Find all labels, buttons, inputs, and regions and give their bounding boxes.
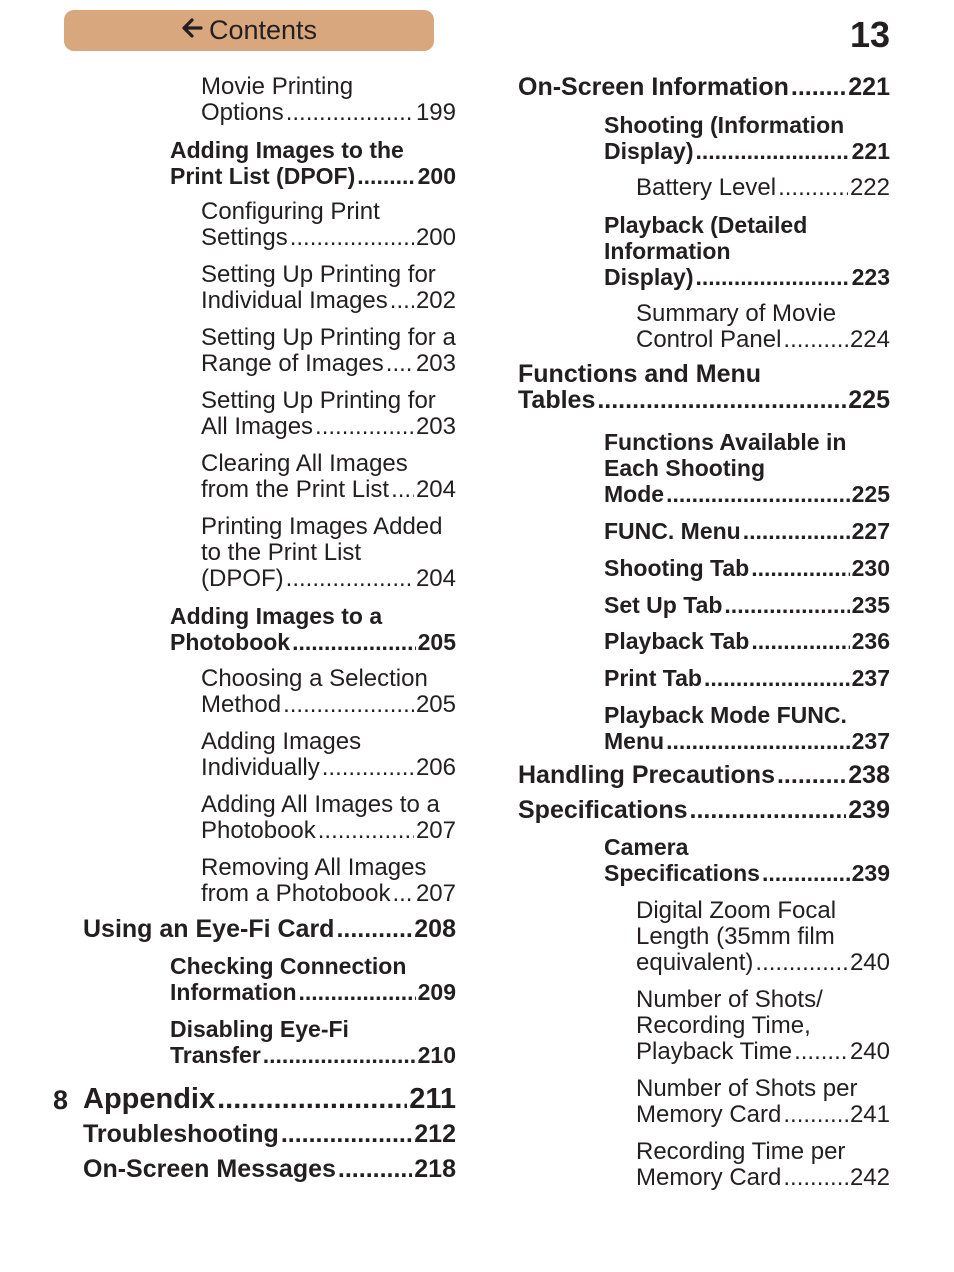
- toc-entry-page: 221: [851, 138, 890, 164]
- toc-entry[interactable]: [201, 666, 456, 718]
- toc-entry-page: 223: [851, 264, 890, 290]
- dot-leader: [315, 414, 414, 440]
- toc-entry[interactable]: [201, 199, 456, 251]
- toc-entry[interactable]: [604, 555, 890, 581]
- toc-entry-page: 204: [415, 565, 456, 592]
- dot-leader: [286, 566, 414, 592]
- toc-entry-title-line: Adding Images: [201, 728, 362, 755]
- dot-leader: [724, 592, 849, 618]
- toc-entry-title: Photobook: [170, 629, 291, 655]
- toc-entry-page: 199: [415, 99, 456, 126]
- toc-entry-title: Menu: [604, 728, 665, 754]
- toc-entry[interactable]: [636, 301, 890, 353]
- toc-entry-title: On-Screen Information: [518, 73, 789, 101]
- toc-entry[interactable]: [201, 855, 456, 907]
- toc-entry[interactable]: [170, 603, 456, 655]
- dot-leader: [666, 481, 850, 507]
- dot-leader: [695, 138, 849, 164]
- toc-entry-title: from a Photobook: [201, 880, 391, 907]
- toc-entry-title: Photobook: [201, 817, 316, 844]
- toc-entry-title-line: Information: [604, 238, 731, 264]
- dot-leader: [778, 175, 848, 201]
- toc-entry-page: 225: [848, 386, 890, 414]
- arrow-left-icon: [181, 15, 203, 46]
- toc-entry[interactable]: [604, 702, 890, 754]
- toc-entry[interactable]: [201, 74, 456, 126]
- toc-entry-title-line: Number of Shots/: [636, 986, 823, 1013]
- toc-entry-page: 212: [414, 1120, 456, 1148]
- dot-leader: [783, 327, 848, 353]
- toc-entry-title-line: Shooting (Information: [604, 112, 845, 138]
- toc-entry[interactable]: [518, 361, 890, 413]
- toc-entry-title-line: Camera: [604, 834, 689, 860]
- toc-entry-title: Information: [170, 979, 297, 1005]
- toc-entry-title: Mode: [604, 481, 665, 507]
- toc-entry-title-line: Adding Images to the: [170, 137, 404, 163]
- toc-entry-page: 239: [851, 860, 890, 886]
- toc-entry-title: from the Print List: [201, 476, 390, 503]
- dot-leader: [391, 477, 414, 503]
- dot-leader: [390, 288, 414, 314]
- toc-entry[interactable]: [201, 325, 456, 377]
- dot-leader: [783, 1102, 848, 1128]
- toc-entry-title: Transfer: [170, 1042, 261, 1068]
- toc-entry-title-line: Playback Mode FUNC.: [604, 702, 847, 728]
- toc-entry-page: 221: [848, 73, 890, 101]
- toc-entry[interactable]: [636, 898, 890, 976]
- toc-entry-page: 205: [415, 691, 456, 718]
- toc-entry[interactable]: [518, 797, 890, 823]
- toc-entry-title-line: Recording Time,: [636, 1012, 811, 1039]
- dot-leader: [755, 950, 848, 976]
- toc-entry[interactable]: [83, 916, 456, 942]
- dot-leader: [743, 518, 850, 544]
- toc-entry-title-line: Adding Images to a: [170, 603, 383, 629]
- toc-entry-page: 235: [851, 592, 890, 618]
- toc-entry[interactable]: [170, 1016, 456, 1068]
- toc-entry-page: 207: [415, 880, 456, 907]
- toc-entry[interactable]: [518, 74, 890, 100]
- toc-entry[interactable]: [201, 729, 456, 781]
- toc-entry-page: 227: [851, 518, 890, 544]
- toc-entry-page: 222: [849, 174, 890, 201]
- toc-entry-page: 211: [409, 1083, 456, 1115]
- toc-entry[interactable]: [83, 1084, 456, 1114]
- toc-entry[interactable]: [604, 429, 890, 507]
- toc-entry-title-line: to the Print List: [201, 539, 362, 566]
- dot-leader: [392, 881, 414, 907]
- toc-entry-page: 203: [415, 413, 456, 440]
- dot-leader: [751, 555, 849, 581]
- toc-entry-title-line: Printing Images Added: [201, 513, 443, 540]
- toc-entry-page: 237: [851, 728, 890, 754]
- toc-entry-title: On-Screen Messages: [83, 1155, 336, 1183]
- toc-entry-title: Specifications: [518, 796, 688, 824]
- toc-entry-title: Memory Card: [636, 1164, 782, 1191]
- toc-entry-page: 210: [417, 1042, 456, 1068]
- dot-leader: [666, 728, 850, 754]
- dot-leader: [322, 755, 414, 781]
- toc-entry-title-line: Number of Shots per: [636, 1075, 858, 1102]
- dot-leader: [386, 351, 414, 377]
- dot-leader: [762, 860, 850, 886]
- toc-entry-title: Appendix: [83, 1083, 216, 1115]
- toc-entry-page: 225: [851, 481, 890, 507]
- toc-entry-title: Control Panel: [636, 326, 782, 353]
- toc-entry-title-line: Playback (Detailed: [604, 212, 808, 238]
- dot-leader: [338, 1156, 412, 1182]
- page-number: 13: [849, 14, 890, 55]
- toc-entry-title-line: Disabling Eye-Fi: [170, 1016, 349, 1042]
- dot-leader: [783, 1165, 848, 1191]
- toc-entry[interactable]: [201, 514, 456, 592]
- toc-entry-title-line: Setting Up Printing for: [201, 261, 436, 288]
- toc-entry-title-line: Functions Available in: [604, 429, 847, 455]
- toc-entry-page: 200: [417, 163, 456, 189]
- dot-leader: [690, 797, 847, 823]
- toc-entry-title-line: Movie Printing: [201, 73, 354, 100]
- toc-entry-title: Playback Tab: [604, 628, 750, 654]
- dot-leader: [791, 74, 846, 100]
- toc-entry-title-line: Removing All Images: [201, 854, 427, 881]
- toc-entry[interactable]: [604, 665, 890, 691]
- toc-entry-page: 242: [849, 1164, 890, 1191]
- dot-leader: [283, 692, 414, 718]
- toc-entry-page: 204: [415, 476, 456, 503]
- toc-entry-page: 206: [415, 754, 456, 781]
- toc-entry-title: equivalent): [636, 949, 754, 976]
- toc-entry[interactable]: [604, 834, 890, 886]
- toc-entry[interactable]: [170, 953, 456, 1005]
- toc-entry-title-line: Functions and Menu: [518, 360, 762, 388]
- toc-entry-title-line: Setting Up Printing for: [201, 387, 436, 414]
- toc-entry[interactable]: [636, 175, 890, 201]
- contents-label: Contents: [208, 15, 318, 45]
- dot-leader: [704, 665, 850, 691]
- dot-leader: [357, 163, 415, 189]
- toc-entry-title-line: Checking Connection: [170, 953, 407, 979]
- toc-entry-title: Print Tab: [604, 665, 702, 691]
- toc-entry[interactable]: [636, 987, 890, 1065]
- dot-leader: [217, 1084, 407, 1114]
- toc-entry-page: 208: [414, 915, 456, 943]
- toc-entry-title: Using an Eye-Fi Card: [83, 915, 335, 943]
- toc-entry-title: Memory Card: [636, 1101, 782, 1128]
- toc-entry-page: 230: [851, 555, 890, 581]
- toc-entry-page: 203: [415, 350, 456, 377]
- toc-entry[interactable]: [83, 1121, 456, 1147]
- toc-entry[interactable]: [604, 212, 890, 290]
- toc-entry-page: 240: [849, 1038, 890, 1065]
- toc-entry[interactable]: [518, 762, 890, 788]
- dot-leader: [286, 100, 414, 126]
- toc-entry-title: Specifications: [604, 860, 760, 886]
- toc-entry-title: FUNC. Menu: [604, 518, 741, 544]
- contents-button[interactable]: [64, 10, 434, 51]
- toc-entry-page: 238: [848, 761, 890, 789]
- toc-entry-page: 209: [417, 979, 456, 1005]
- toc-entry-page: 240: [849, 949, 890, 976]
- toc-entry-title: Troubleshooting: [83, 1120, 279, 1148]
- toc-entry[interactable]: [604, 112, 890, 164]
- dot-leader: [794, 1039, 848, 1065]
- toc-entry-title: Options: [201, 99, 284, 126]
- dot-leader: [290, 225, 414, 251]
- dot-leader: [597, 387, 846, 413]
- toc-entry-title: Print List (DPOF): [170, 163, 356, 189]
- toc-entry-page: 205: [417, 629, 456, 655]
- toc-entry-title: Set Up Tab: [604, 592, 723, 618]
- toc-entry-title-line: Summary of Movie: [636, 300, 837, 327]
- toc-entry-page: 218: [414, 1155, 456, 1183]
- toc-entry-title-line: Length (35mm film: [636, 923, 835, 950]
- toc-entry-title: Playback Time: [636, 1038, 793, 1065]
- toc-entry-page: 241: [849, 1101, 890, 1128]
- dot-leader: [263, 1042, 416, 1068]
- toc-entry-title-line: Configuring Print: [201, 198, 380, 225]
- toc-entry-title-line: Each Shooting: [604, 455, 765, 481]
- dot-leader: [336, 916, 412, 942]
- toc-entry[interactable]: [636, 1076, 890, 1128]
- toc-entry[interactable]: [604, 518, 890, 544]
- toc-entry-title: Shooting Tab: [604, 555, 750, 581]
- toc-entry-title: Display): [604, 264, 694, 290]
- toc-entry[interactable]: [201, 262, 456, 314]
- toc-entry-title: Battery Level: [636, 174, 777, 201]
- toc-entry-title: Method: [201, 691, 282, 718]
- dot-leader: [281, 1121, 412, 1147]
- toc-entry[interactable]: [201, 792, 456, 844]
- toc-entry[interactable]: [636, 1139, 890, 1191]
- chapter-number: 8: [53, 1085, 69, 1115]
- toc-entry[interactable]: [604, 628, 890, 654]
- toc-entry-title-line: Recording Time per: [636, 1138, 846, 1165]
- toc-entry-title: (DPOF): [201, 565, 284, 592]
- toc-entry-title: Range of Images: [201, 350, 384, 377]
- toc-entry-title: Individually: [201, 754, 320, 781]
- toc-entry[interactable]: [83, 1156, 456, 1182]
- dot-leader: [292, 629, 416, 655]
- toc-entry-title: Individual Images: [201, 287, 388, 314]
- toc-entry-page: 224: [849, 326, 890, 353]
- toc-entry-page: 202: [415, 287, 456, 314]
- toc-entry-page: 236: [851, 628, 890, 654]
- toc-entry[interactable]: [201, 388, 456, 440]
- toc-entry-title: Display): [604, 138, 694, 164]
- dot-leader: [299, 979, 416, 1005]
- dot-leader: [751, 628, 849, 654]
- toc-entry-title-line: Digital Zoom Focal: [636, 897, 837, 924]
- dot-leader: [318, 818, 414, 844]
- toc-entry-page: 207: [415, 817, 456, 844]
- toc-entry-page: 237: [851, 665, 890, 691]
- toc-entry-title: Settings: [201, 224, 288, 251]
- toc-entry-title: All Images: [201, 413, 314, 440]
- toc-entry-title-line: Setting Up Printing for a: [201, 324, 456, 351]
- toc-entry-title: Tables: [518, 386, 596, 414]
- toc-entry-title-line: Choosing a Selection: [201, 665, 428, 692]
- toc-entry-page: 200: [415, 224, 456, 251]
- dot-leader: [695, 264, 849, 290]
- toc-entry-title-line: Clearing All Images: [201, 450, 408, 477]
- toc-entry-title-line: Adding All Images to a: [201, 791, 440, 818]
- toc-entry[interactable]: [604, 592, 890, 618]
- toc-entry-page: 239: [848, 796, 890, 824]
- toc-entry-title: Handling Precautions: [518, 761, 775, 789]
- dot-leader: [777, 762, 846, 788]
- toc-entry[interactable]: [170, 137, 456, 189]
- toc-entry[interactable]: [201, 451, 456, 503]
